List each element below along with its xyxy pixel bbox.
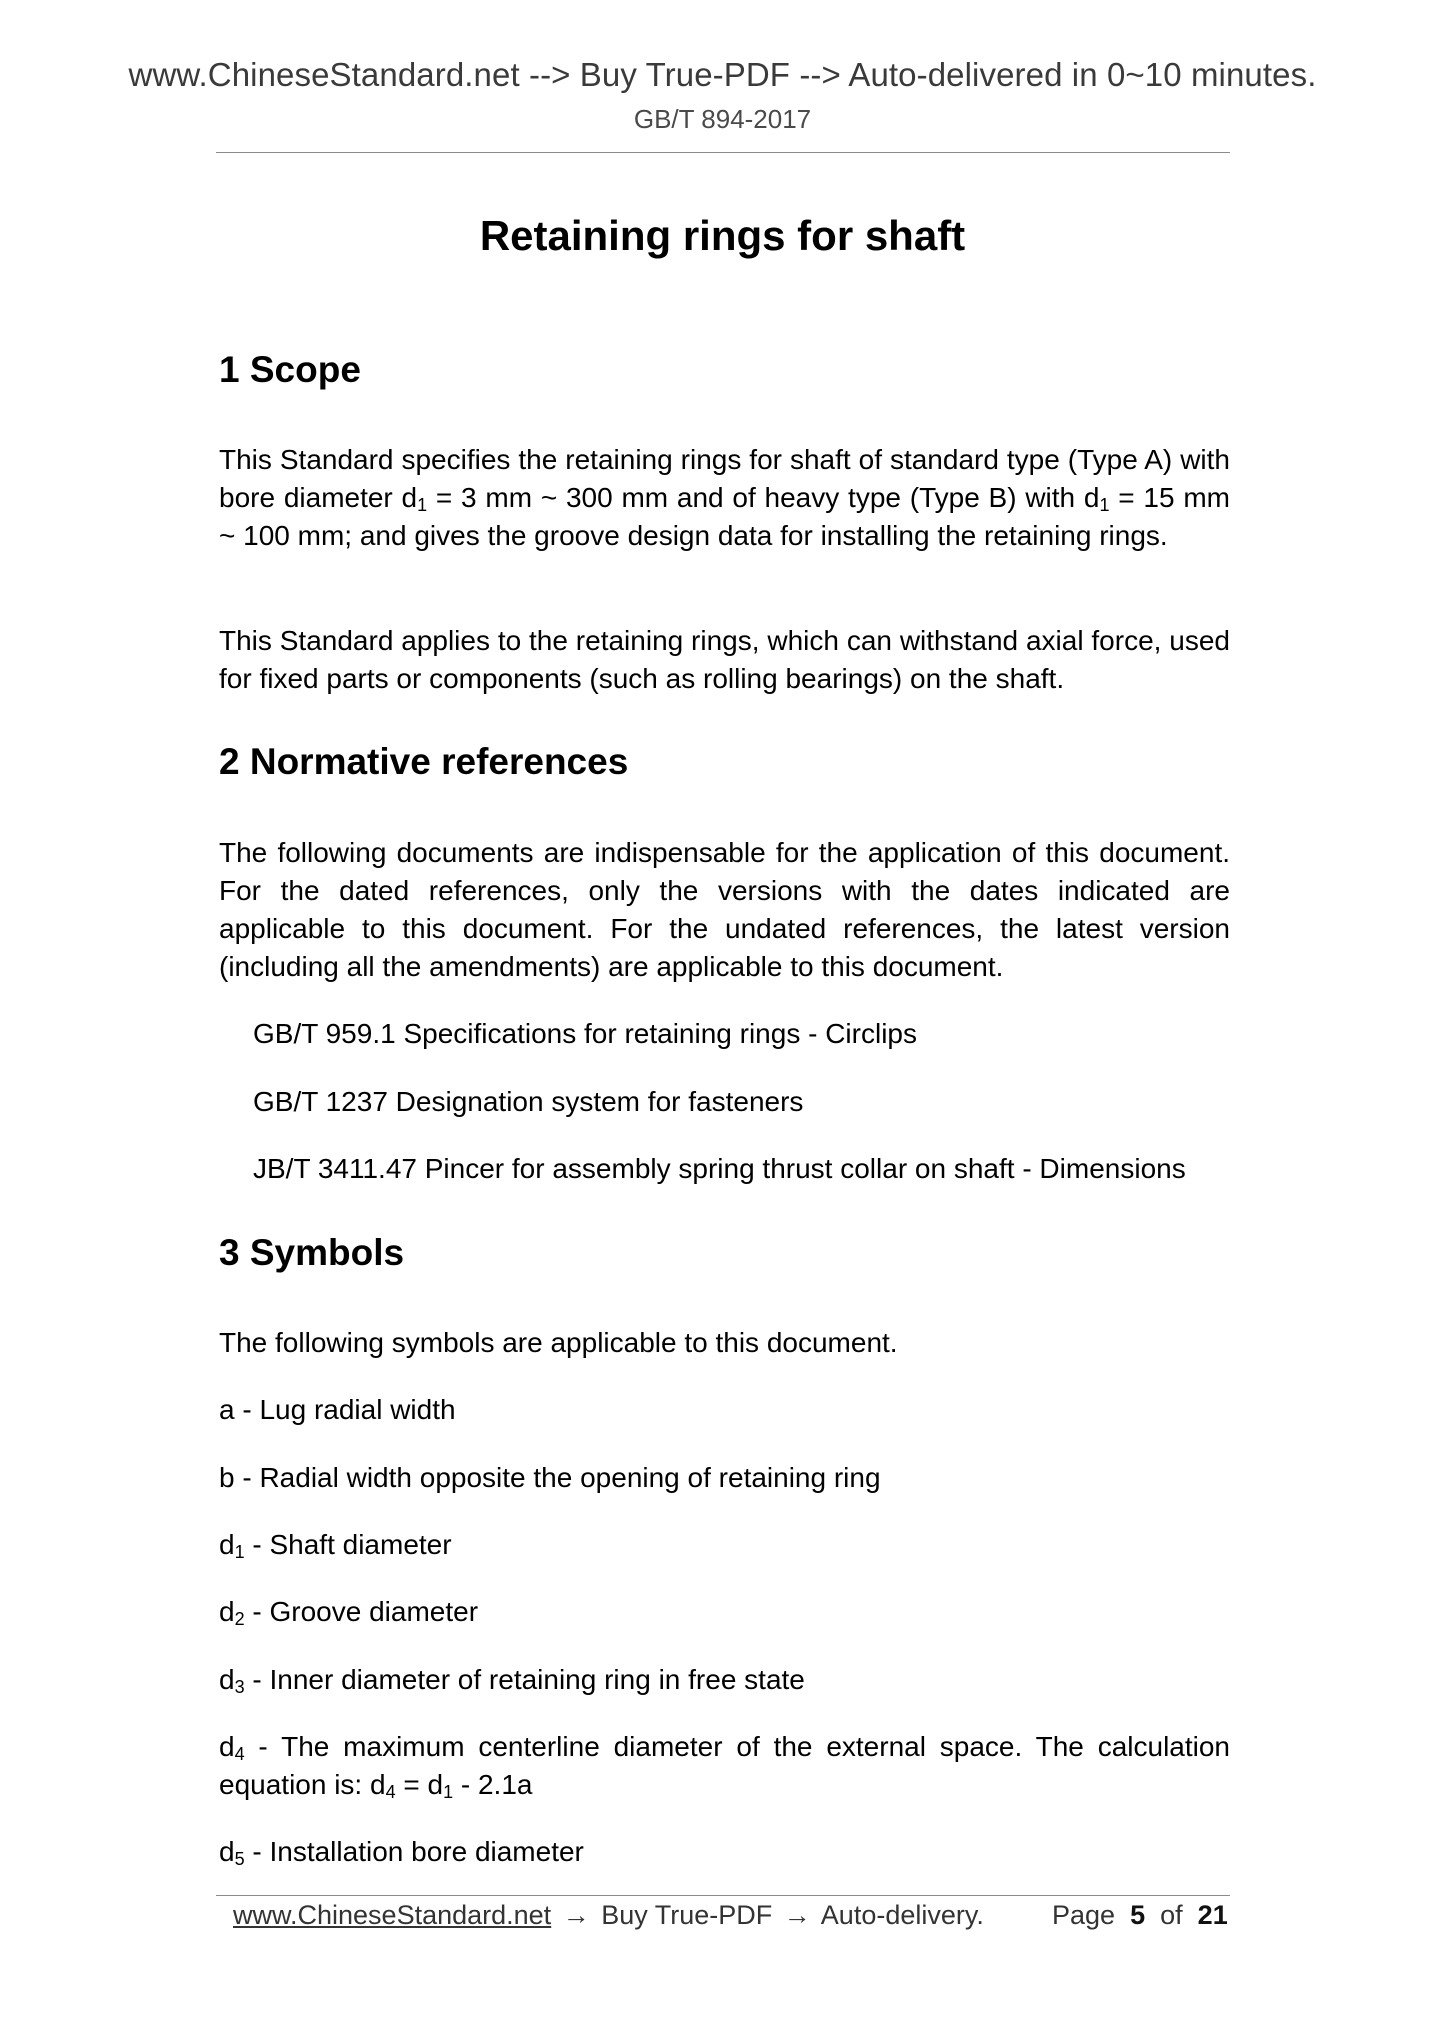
symbol-d2: $d_2$ - Groove diameter [219, 1596, 479, 1629]
header-banner: www.ChineseStandard.net --> Buy True-PDF --> Auto-delivered in 0~10 minutes. [128, 56, 1317, 93]
footer-delivery-text: Auto-delivery. [820, 1900, 984, 1930]
symbol-d3: $d_3$ - Inner diameter of retaining ring in free state [219, 1664, 805, 1697]
footer-promo [233, 1900, 984, 1931]
current-page: 5 [1130, 1900, 1146, 1930]
section-1-heading: 1 Scope [219, 349, 361, 390]
symbol-d4: $d_4$ - The maximum centerline diameter of the external space. The calculation equation is: $d_4 = d_1 - 2.1a$ [219, 1731, 1230, 1802]
page-number: Page 5 of 21 [1052, 1900, 1228, 1930]
scope-paragraph-2: This Standard applies to the retaining rings, which can withstand axial force, used for fixed parts or components (such as rolling bearings) on the shaft. [219, 625, 1230, 694]
document-title: Retaining rings for shaft [479, 212, 966, 259]
symbol-a: a - Lug radial width [219, 1394, 456, 1425]
section-2-heading: 2 Normative references [219, 741, 629, 782]
symbols-intro: The following symbols are applicable to this document. [219, 1327, 898, 1358]
standard-code: GB/T 894-2017 [633, 104, 812, 134]
footer-divider [216, 1895, 1230, 1896]
footer-buy-text: Buy True-PDF [601, 1900, 773, 1930]
arrow-right-icon: → [562, 1900, 590, 1930]
arrow-right-icon: → [783, 1900, 811, 1930]
section-3-heading: 3 Symbols [219, 1232, 405, 1273]
symbol-b: b - Radial width opposite the opening of retaining ring [219, 1462, 881, 1493]
symbol-d5: $d_5$ - Installation bore diameter [219, 1836, 584, 1869]
scope-paragraph-1: This Standard specifies the retaining rings for shaft of standard type (Type A) with bore diameter $d_1 = 3$ mm ~ 300 mm and of heavy type (Type B) with $d_1 = 15$ mm ~ 100 mm; and gives the groove design data for installing the retaining rings. [219, 444, 1231, 551]
total-pages: 21 [1197, 1900, 1228, 1930]
references-intro-paragraph: The following documents are indispensable for the application of this document. For the dated references, only the versions with the dates indicated are applicable to this document. For the undated references, the latest version (including all the amendments) are applicable to this document. [219, 837, 1230, 982]
header-divider [216, 152, 1230, 153]
reference-item: JB/T 3411.47 Pincer for assembly spring thrust collar on shaft - Dimensions [253, 1153, 1186, 1184]
symbol-d1: $d_1$ - Shaft diameter [219, 1529, 452, 1562]
reference-item: GB/T 959.1 Specifications for retaining rings - Circlips [253, 1018, 917, 1049]
footer-site-link[interactable]: www.ChineseStandard.net [233, 1900, 552, 1930]
reference-item: GB/T 1237 Designation system for fasteners [253, 1086, 804, 1117]
